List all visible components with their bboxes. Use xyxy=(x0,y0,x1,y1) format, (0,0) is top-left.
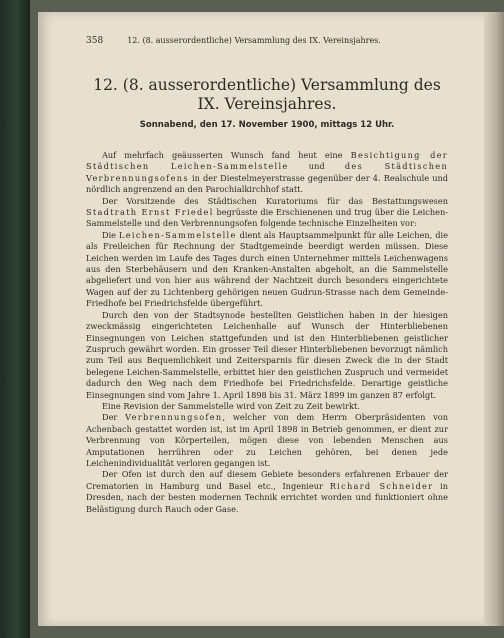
paragraph: Auf mehrfach geäusserten Wunsch fand heut eine Besichtigung der Städtischen Leichen-Sammelstelle und des Städtischen Verbrennungsofens in der Diestelmeyerstrasse gegenüber der 4. Realschule und nördlich angrenzend an den Parochialkirchhof statt. xyxy=(86,150,449,195)
paragraph: Der Vorsitzende des Städtischen Kuratoriums für das Bestattungswesen Stadtrath Ernst Friedel begrüsste die Erschienenen und trug über die Leichen-Sammelstelle und den Verbrennungsofen folgende technische Einzelheiten vor: xyxy=(86,195,448,229)
page-content xyxy=(86,36,448,515)
running-header xyxy=(86,36,448,46)
paragraph: Durch den von der Stadtsynode bestellten Geistlichen haben in der hiesigen zweckmässig eingerichteten Leichenhalle auf Wunsch der Hinterbliebenen Einsegnungen von Leichen stattgefunden und ist den Hinterbliebenen geistlicher Zuspruch gewährt worden. Ein grosser Teil dieser Hinterbliebenen bevorzugt nämlich zum Teil aus Bequemlichkeit und Zeitersparnis für diesen Zweck die in der Stadt belegene Leichen-Sammelstelle, erbittet hier den geistlichen Zuspruch und vermeidet dadurch den Weg nach dem Friedhofe bei Friedrichsfelde. Derartige geistliche Einsegnungen sind vom Jahre 1. April 1898 bis 31. März 1899 im ganzen 87 erfolgt. xyxy=(86,309,448,400)
section-title-line1: 12. (8. ausserordentliche) Versammlung des xyxy=(93,76,441,94)
paragraph: Eine Revision der Sammelstelle wird von Zeit zu Zeit bewirkt. xyxy=(102,400,360,411)
section-title xyxy=(86,76,448,114)
book-binding xyxy=(0,0,30,638)
page-number: 358 xyxy=(86,36,104,46)
section-title-line2: IX. Vereinsjahres. xyxy=(197,95,337,113)
running-title: 12. (8. ausserordentliche) Versammlung des IX. Vereinsjahres. xyxy=(127,36,381,45)
body-text xyxy=(86,150,448,515)
page-edge xyxy=(484,12,504,626)
paragraph: Der Verbrennungsofen, welcher von dem Herrn Oberpräsidenten von Achenbach gestattet worden ist, ist im April 1898 in Betrieb genommen, er dient zur Verbrennung von Körperteilen, mögen diese von lebenden Menschen aus Amputationen herrühren oder zu Leichen gehören, bei denen jede Leichenindividualität verloren gegangen ist. xyxy=(86,412,448,468)
paragraph: Die Leichen-Sammelstelle dient als Hauptsammelpunkt für alle Leichen, die als Freileichen für Rechnung der Stadtgemeinde beerdigt werden müssen. Diese Leichen werden im Laufe des Tages durch einen Unternehmer mittels Leichenwagens aus den Sterbehäusern und den Kranken-Anstalten abgeholt, an die Sammelstelle abgeliefert und von hier aus während der Nachtzeit durch besonders eingerichtete Wagen auf der zu Lichtenberg gehörigen neuen Gudrun-Strasse nach dem Gemeinde-Friedhofe bei Friedrichsfelde übergeführt. xyxy=(86,229,448,309)
section-subtitle: Sonnabend, den 17. November 1900, mittags 12 Uhr. xyxy=(139,120,395,130)
paragraph: Der Ofen ist durch den auf diesem Gebiete besonders erfahrenen Erbauer der Crematorien in Hamburg und Basel etc., Ingenieur Richard Schneider in Dresden, nach der besten modernen Technik errichtet worden und funktioniert ohne Belästigung durch Rauch oder Gase. xyxy=(86,469,448,514)
